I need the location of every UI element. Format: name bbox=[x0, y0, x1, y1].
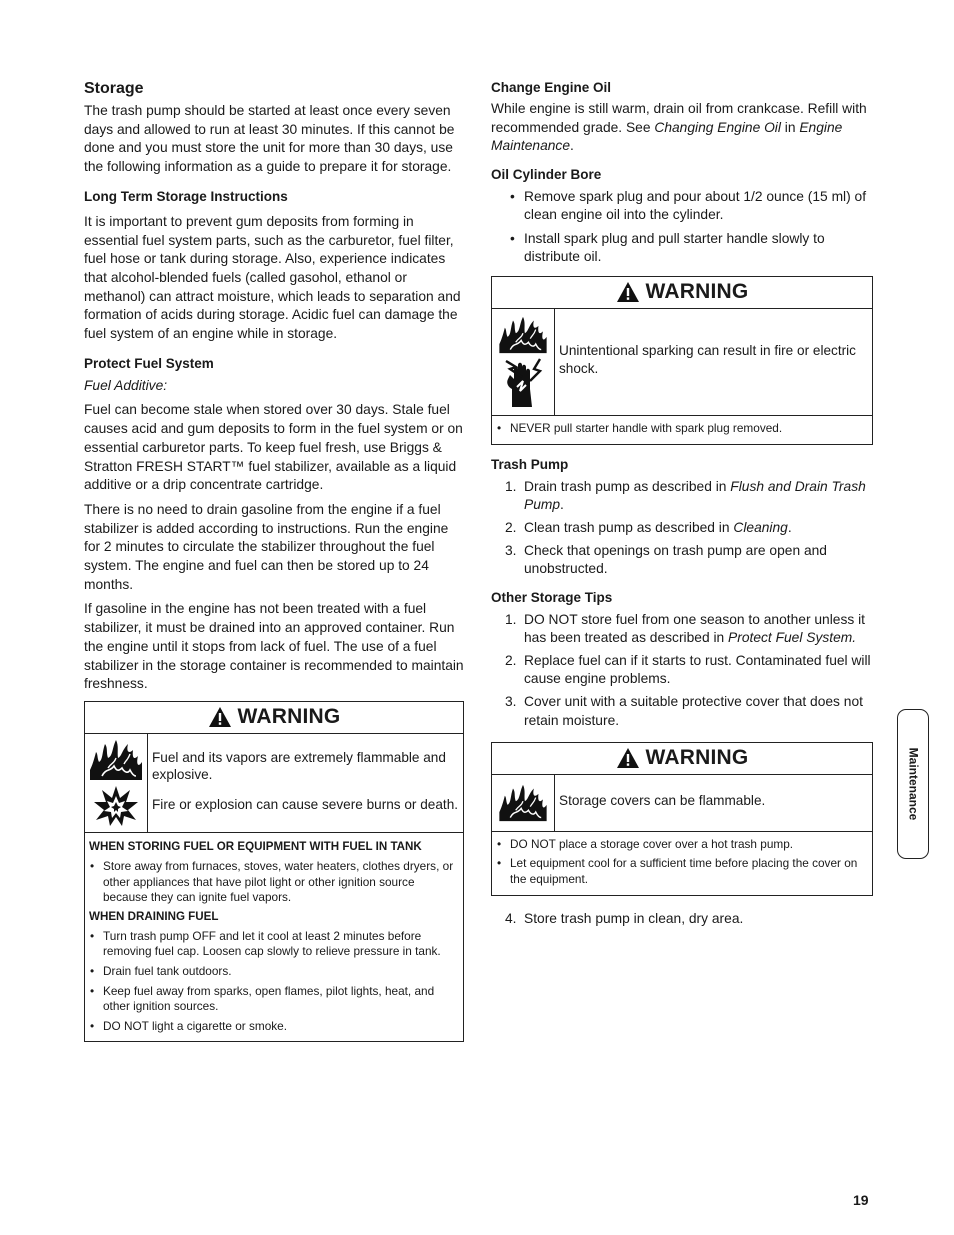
warning-body bbox=[492, 775, 872, 832]
change-oil-ref-1: Changing Engine Oil bbox=[654, 119, 781, 135]
warning-body bbox=[85, 734, 463, 833]
change-oil-text-a: While engine is still warm, drain oil from crankcase. Refill with recommended grade. See bbox=[491, 101, 867, 135]
left-column bbox=[84, 80, 464, 1042]
storage-title: Storage bbox=[84, 80, 144, 97]
item-number: 3. bbox=[505, 694, 517, 710]
list-item-text: Cover unit with a suitable protective cover that does not retain moisture. bbox=[524, 694, 863, 728]
list-item-period: . bbox=[787, 519, 792, 535]
storage-intro: The trash pump should be started at least once every seven days and allowed to run at least 30 minutes. If this cannot be done and you must store the unit for more than 30 days, use the following information as a guide to prepare it for storage. bbox=[84, 103, 455, 175]
list-item-text: DO NOT store fuel from one season to another unless it has been treated as described in bbox=[524, 611, 866, 645]
item-number: 3. bbox=[505, 543, 517, 559]
change-oil-text-c: . bbox=[570, 138, 574, 154]
list-item: • DO NOT light a cigarette or smoke. bbox=[89, 1019, 457, 1035]
fuel-paragraph-2: There is no need to drain gasoline from the engine if a fuel stabilizer is added according to instructions. Run the engine for 2 minutes to circulate the stabilizer throughout the fuel system. The engine and fuel can then be stored up to 24 months. bbox=[84, 501, 449, 592]
warning-message-covers: Storage covers can be flammable. bbox=[559, 792, 766, 808]
fuel-additive-label: Fuel Additive: bbox=[84, 377, 168, 393]
warning-title: WARNING bbox=[645, 746, 749, 770]
list-item bbox=[491, 652, 873, 688]
hazard-icons bbox=[492, 775, 555, 831]
other-tips-heading: Other Storage Tips bbox=[491, 589, 613, 605]
item-number: 2. bbox=[505, 519, 517, 535]
warning-list-spark bbox=[496, 421, 866, 437]
item-number: 2. bbox=[505, 652, 517, 668]
fuel-paragraph-1: Fuel can become stale when stored over 30 days. Stale fuel causes acid and gum deposits to form in the fuel system or on essential carburetor parts. To keep fuel fresh, use Briggs & Stratton FRESH START™ fuel stabilizer, available as a liquid additive or a drip concentrate cartridge. bbox=[84, 402, 463, 493]
warning-header bbox=[85, 702, 463, 734]
item-number: 4. bbox=[505, 910, 517, 926]
page-number: 19 bbox=[853, 1192, 869, 1208]
cover-warning-box bbox=[491, 742, 873, 896]
fire-hazard-icon bbox=[497, 783, 549, 823]
list-item bbox=[491, 910, 873, 928]
section-tab-label: Maintenance bbox=[906, 747, 920, 821]
warning-footer bbox=[85, 833, 463, 1041]
warning-list-storing bbox=[89, 859, 457, 906]
warning-message-flammable: Fuel and its vapors are extremely flammable and explosive. bbox=[152, 749, 446, 783]
warning-messages bbox=[555, 775, 872, 831]
hazard-icons bbox=[492, 309, 555, 415]
item-number: 1. bbox=[505, 611, 517, 627]
list-item bbox=[491, 693, 873, 729]
list-item: • Drain fuel tank outdoors. bbox=[89, 964, 457, 980]
oil-cylinder-heading: Oil Cylinder Bore bbox=[491, 167, 602, 183]
list-item bbox=[491, 478, 873, 514]
list-item-text: Clean trash pump as described in bbox=[524, 519, 734, 535]
list-item-ref: Cleaning bbox=[733, 519, 788, 535]
warning-footer bbox=[492, 416, 872, 444]
other-tips-list bbox=[491, 611, 873, 730]
warning-triangle-icon bbox=[208, 706, 232, 728]
warning-triangle-icon bbox=[616, 747, 640, 769]
change-oil-ref-2: Engine Maintenance bbox=[491, 119, 843, 154]
list-item-text: Store trash pump in clean, dry area. bbox=[524, 910, 744, 926]
change-oil-text bbox=[491, 100, 873, 156]
item-number: 1. bbox=[505, 478, 517, 494]
list-item-text: Check that openings on trash pump are open and unobstructed. bbox=[524, 543, 827, 577]
list-item: • NEVER pull starter handle with spark plug removed. bbox=[496, 421, 866, 437]
warning-messages bbox=[148, 734, 463, 832]
list-item-ref: Protect Fuel System bbox=[728, 629, 853, 645]
list-item-period: . bbox=[560, 496, 564, 512]
hazard-icons bbox=[85, 734, 148, 832]
list-item: • Keep fuel away from sparks, open flames, pilot lights, heat, and other ignition sources. bbox=[89, 984, 457, 1015]
spark-warning-box bbox=[491, 276, 873, 445]
list-item: • Remove spark plug and pour about 1/2 ounce (15 ml) of clean engine oil into the cylinder. bbox=[491, 188, 873, 224]
warning-messages bbox=[555, 309, 872, 415]
long-term-text: It is important to prevent gum deposits from forming in essential fuel system parts, such as the carburetor, fuel filter, fuel hose or tank during storage. Also, experience indicates that alcohol-blended fuels (called gasohol, ethanol or methanol) can attract moisture, which leads to separation and formation of acids during storage. Acidic fuel can damage the fuel system of an engine while in storage. bbox=[84, 213, 461, 342]
list-item-text: Replace fuel can if it starts to rust. Contaminated fuel will cause engine problems. bbox=[524, 652, 871, 687]
oil-cylinder-list bbox=[491, 188, 873, 266]
list-item: • DO NOT place a storage cover over a hot trash pump. bbox=[496, 837, 866, 853]
list-item: • Install spark plug and pull starter handle slowly to distribute oil. bbox=[491, 230, 873, 266]
trash-pump-heading: Trash Pump bbox=[491, 456, 569, 472]
change-oil-text-b: in bbox=[780, 119, 800, 135]
long-term-heading: Long Term Storage Instructions bbox=[84, 188, 288, 204]
electric-shock-icon bbox=[500, 357, 546, 409]
protect-fuel-heading: Protect Fuel System bbox=[84, 355, 214, 371]
warning-subheading-storing: WHEN STORING FUEL OR EQUIPMENT WITH FUEL IN TANK bbox=[89, 839, 422, 853]
warning-footer bbox=[492, 832, 872, 895]
warning-title: WARNING bbox=[645, 280, 749, 304]
warning-list-draining bbox=[89, 929, 457, 1035]
list-item: • Store away from furnaces, stoves, water heaters, clothes dryers, or other appliances that have pilot light or other ignition source because they can ignite fuel vapors. bbox=[89, 859, 457, 906]
list-item: • Turn trash pump OFF and let it cool at least 2 minutes before removing fuel cap. Loosen cap slowly to relieve pressure in tank. bbox=[89, 929, 457, 960]
warning-list-covers bbox=[496, 837, 866, 888]
list-item bbox=[491, 611, 873, 647]
fire-hazard-icon bbox=[88, 738, 144, 782]
warning-body bbox=[492, 309, 872, 416]
section-tab bbox=[897, 709, 929, 859]
warning-message-burns: Fire or explosion can cause severe burns or death. bbox=[152, 796, 459, 812]
list-item-ref: Flush and Drain Trash Pump bbox=[524, 478, 866, 512]
warning-header bbox=[492, 277, 872, 309]
trash-pump-list bbox=[491, 478, 873, 579]
explosion-hazard-icon bbox=[92, 784, 140, 828]
list-item bbox=[491, 542, 873, 578]
fuel-paragraph-3: If gasoline in the engine has not been treated with a fuel stabilizer, it must be drained into an approved container. Run the engine until it stops from lack of fuel. The use of a fuel stabilizer in the storage container is recommended to maintain freshness. bbox=[84, 601, 464, 692]
warning-triangle-icon bbox=[616, 281, 640, 303]
list-item-text: Drain trash pump as described in bbox=[524, 478, 731, 494]
warning-title: WARNING bbox=[237, 705, 341, 729]
warning-message-spark: Unintentional sparking can result in fire or electric shock. bbox=[559, 343, 856, 376]
right-column bbox=[491, 80, 873, 936]
list-item bbox=[491, 519, 873, 537]
other-tips-list-continued bbox=[491, 910, 873, 928]
list-item: • Let equipment cool for a sufficient time before placing the cover on the equipment. bbox=[496, 856, 866, 887]
fuel-warning-box bbox=[84, 701, 464, 1042]
fire-hazard-icon bbox=[497, 315, 549, 355]
change-oil-heading: Change Engine Oil bbox=[491, 80, 612, 95]
list-item-period: . bbox=[852, 629, 857, 645]
warning-header bbox=[492, 743, 872, 775]
warning-subheading-draining: WHEN DRAINING FUEL bbox=[89, 909, 219, 923]
